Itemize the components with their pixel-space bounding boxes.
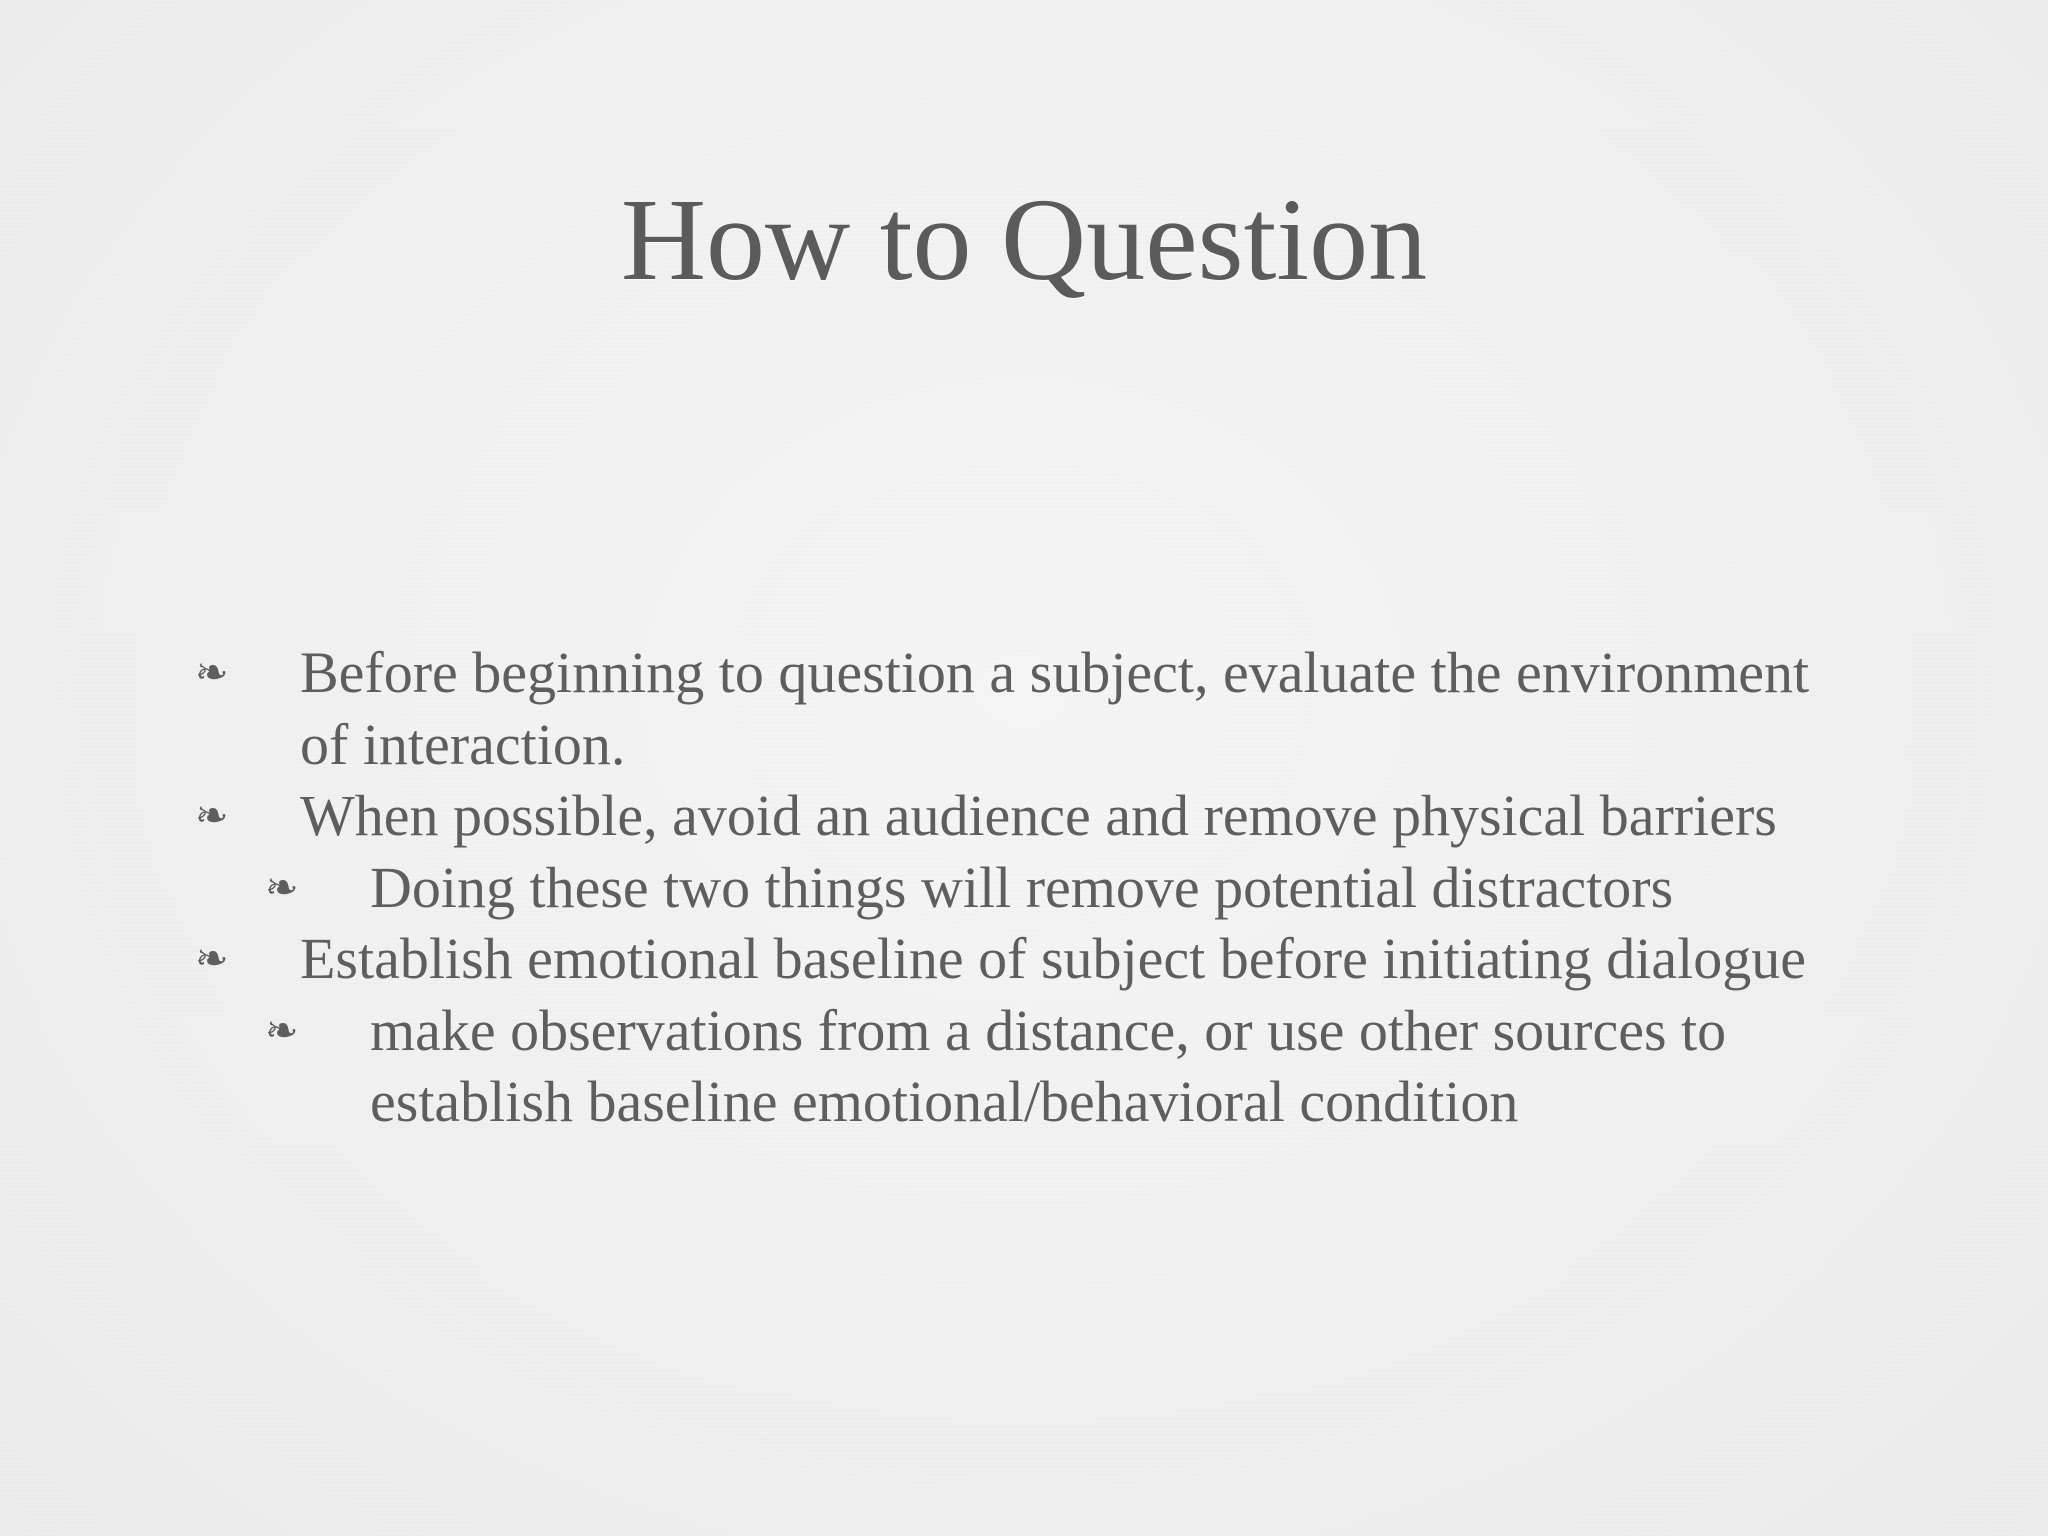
fleuron-bullet-icon: ❧ (195, 936, 229, 981)
bullet-list (195, 637, 1855, 1138)
fleuron-bullet-icon: ❧ (195, 650, 229, 695)
fleuron-bullet-icon: ❧ (265, 1007, 299, 1053)
bullet-text: Before beginning to question a subject, evaluate the environment of interaction. (300, 640, 1810, 777)
bullet-text: When possible, avoid an audience and remove physical barriers (300, 783, 1777, 848)
slide-title: How to Question (620, 174, 1428, 305)
bullet-text: Establish emotional baseline of subject before initiating dialogue (300, 926, 1806, 991)
fleuron-bullet-icon: ❧ (195, 793, 229, 838)
sub-bullet-item (195, 995, 1855, 1138)
bullet-item (195, 923, 1855, 995)
bullet-text: make observations from a distance, or use other sources to establish baseline emotional/behavioral condition (370, 997, 1727, 1134)
sub-bullet-item (195, 852, 1855, 924)
bullet-item (195, 637, 1855, 780)
bullet-text: Doing these two things will remove potential distractors (370, 854, 1674, 920)
bullet-item (195, 780, 1855, 852)
fleuron-bullet-icon: ❧ (265, 864, 299, 910)
